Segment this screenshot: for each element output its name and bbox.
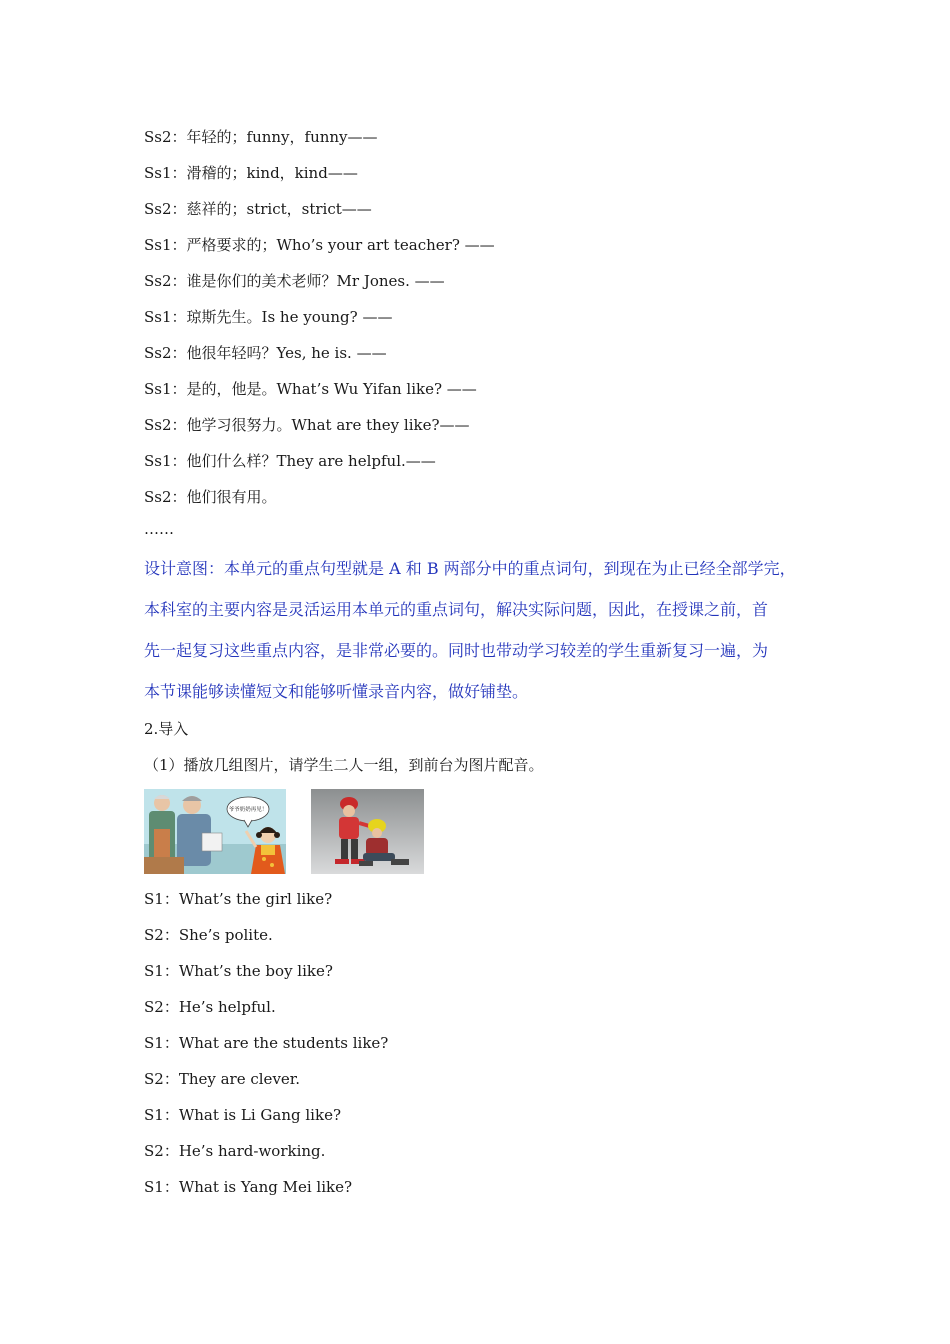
dialogue-line: Ss2：他很年轻吗？Yes, he is. —— [144,344,387,362]
dialogue-line: Ss2：他学习很努力。What are they like?—— [144,416,470,434]
dialogue-line: Ss1：严格要求的；Who’s your art teacher? —— [144,236,495,254]
instruction-text: （1）播放几组图片，请学生二人一组，到前台为图片配音。 [144,756,544,774]
design-intent-line: 先一起复习这些重点内容，是非常必要的。同时也带动学习较差的学生重新复习一遍，为 [144,641,769,660]
ellipsis: …… [144,520,174,538]
dialogue-line: S2：He’s hard-working. [144,1142,326,1160]
dialogue-line: Ss1：滑稽的；kind，kind—— [144,164,358,182]
dialogue-line: Ss1：琼斯先生。Is he young? —— [144,308,393,326]
dialogue-line: S2：He’s helpful. [144,998,276,1016]
dialogue-line: Ss1：是的，他是。What’s Wu Yifan like? —— [144,380,477,398]
dialogue-line: Ss2：慈祥的；strict，strict—— [144,200,372,218]
dialogue-line: Ss2：他们很有用。 [144,488,277,506]
dialogue-line: Ss2：年轻的；funny，funny—— [144,128,378,146]
dialogue-line: S1：What is Li Gang like? [144,1106,341,1124]
design-intent [144,548,834,712]
dialogue-line: S1：What’s the boy like? [144,962,333,980]
dialogue-line: S2：She’s polite. [144,926,273,944]
cartoon-family-image [144,789,286,874]
dialogue-line: Ss2：谁是你们的美术老师？Mr Jones. —— [144,272,445,290]
children-skating-image [311,789,424,874]
design-intent-line: 设计意图：本单元的重点句型就是 A 和 B 两部分中的重点词句，到现在为止已经全部学完， [144,559,796,578]
dialogue-line: S1：What are the students like? [144,1034,389,1052]
design-intent-line: 本节课能够读懂短文和能够听懂录音内容，做好铺垫。 [144,682,529,701]
dialogue-line: Ss1：他们什么样？They are helpful.—— [144,452,436,470]
dialogue-line: S1：What is Yang Mei like? [144,1178,353,1196]
dialogue-line: S2：They are clever. [144,1070,301,1088]
section-heading: 2.导入 [144,720,189,738]
dialogue-line: S1：What’s the girl like? [144,890,333,908]
speech-bubble-text: 爷爷奶奶再见！ [228,807,268,813]
design-intent-line: 本科室的主要内容是灵活运用本单元的重点词句，解决实际问题，因此，在授课之前，首 [144,600,769,619]
